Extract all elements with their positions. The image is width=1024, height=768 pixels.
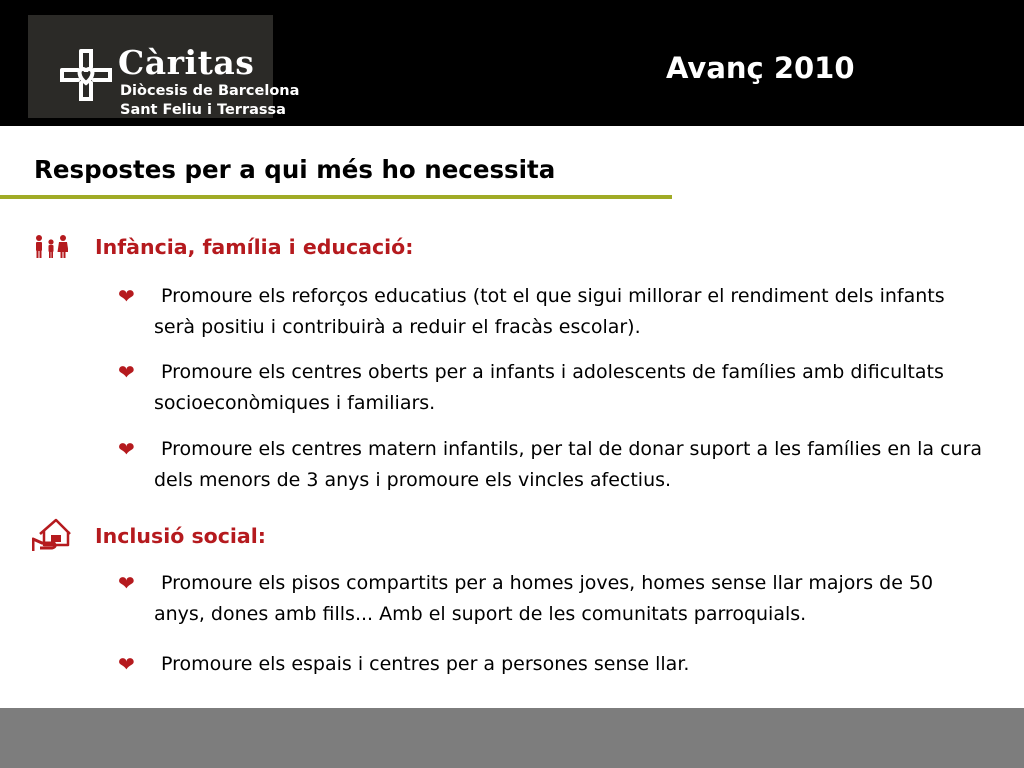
list-item	[118, 357, 988, 419]
header-title: Avanç 2010	[666, 51, 855, 85]
logo-subtitle-line1: Diòcesis de Barcelona	[120, 83, 300, 99]
logo-name: Càritas	[118, 43, 255, 82]
category-label-social-inclusion: Inclusió social:	[95, 524, 266, 548]
list-item	[118, 649, 988, 680]
header-bar	[0, 0, 1024, 126]
house-hand-icon	[32, 517, 72, 553]
list-item-text: Promoure els espais i centres per a persones sense llar.	[161, 653, 690, 675]
list-item-text: Promoure els centres oberts per a infants i adolescents de famílies amb dificultats socioeconòmiques i familiars.	[154, 361, 944, 414]
family-icon	[34, 234, 68, 258]
footer-bar	[0, 708, 1024, 768]
heart-icon: ❤	[118, 652, 135, 676]
list-item	[118, 434, 988, 496]
section-divider	[0, 195, 672, 199]
section-title: Respostes per a qui més ho necessita	[34, 155, 556, 184]
list-item	[118, 281, 988, 343]
category-label-childhood: Infància, família i educació:	[95, 235, 414, 259]
heart-icon: ❤	[118, 360, 135, 384]
heart-icon: ❤	[118, 284, 135, 308]
list-item-text: Promoure els pisos compartits per a homes joves, homes sense llar majors de 50 anys, dones amb fills... Amb el suport de les comunitats parroquials.	[154, 572, 934, 625]
list-item-text: Promoure els reforços educatius (tot el que sigui millorar el rendiment dels infants serà positiu i contribuirà a reduir el fracàs escolar).	[154, 285, 945, 338]
list-item-text: Promoure els centres matern infantils, per tal de donar suport a les famílies en la cura dels menors de 3 anys i promoure els vincles afectius.	[154, 438, 983, 491]
logo-subtitle-line2: Sant Feliu i Terrassa	[120, 102, 286, 118]
heart-icon: ❤	[118, 437, 135, 461]
list-item	[118, 568, 988, 630]
caritas-cross-icon	[58, 47, 114, 103]
heart-icon: ❤	[118, 571, 135, 595]
caritas-logo	[28, 15, 300, 118]
